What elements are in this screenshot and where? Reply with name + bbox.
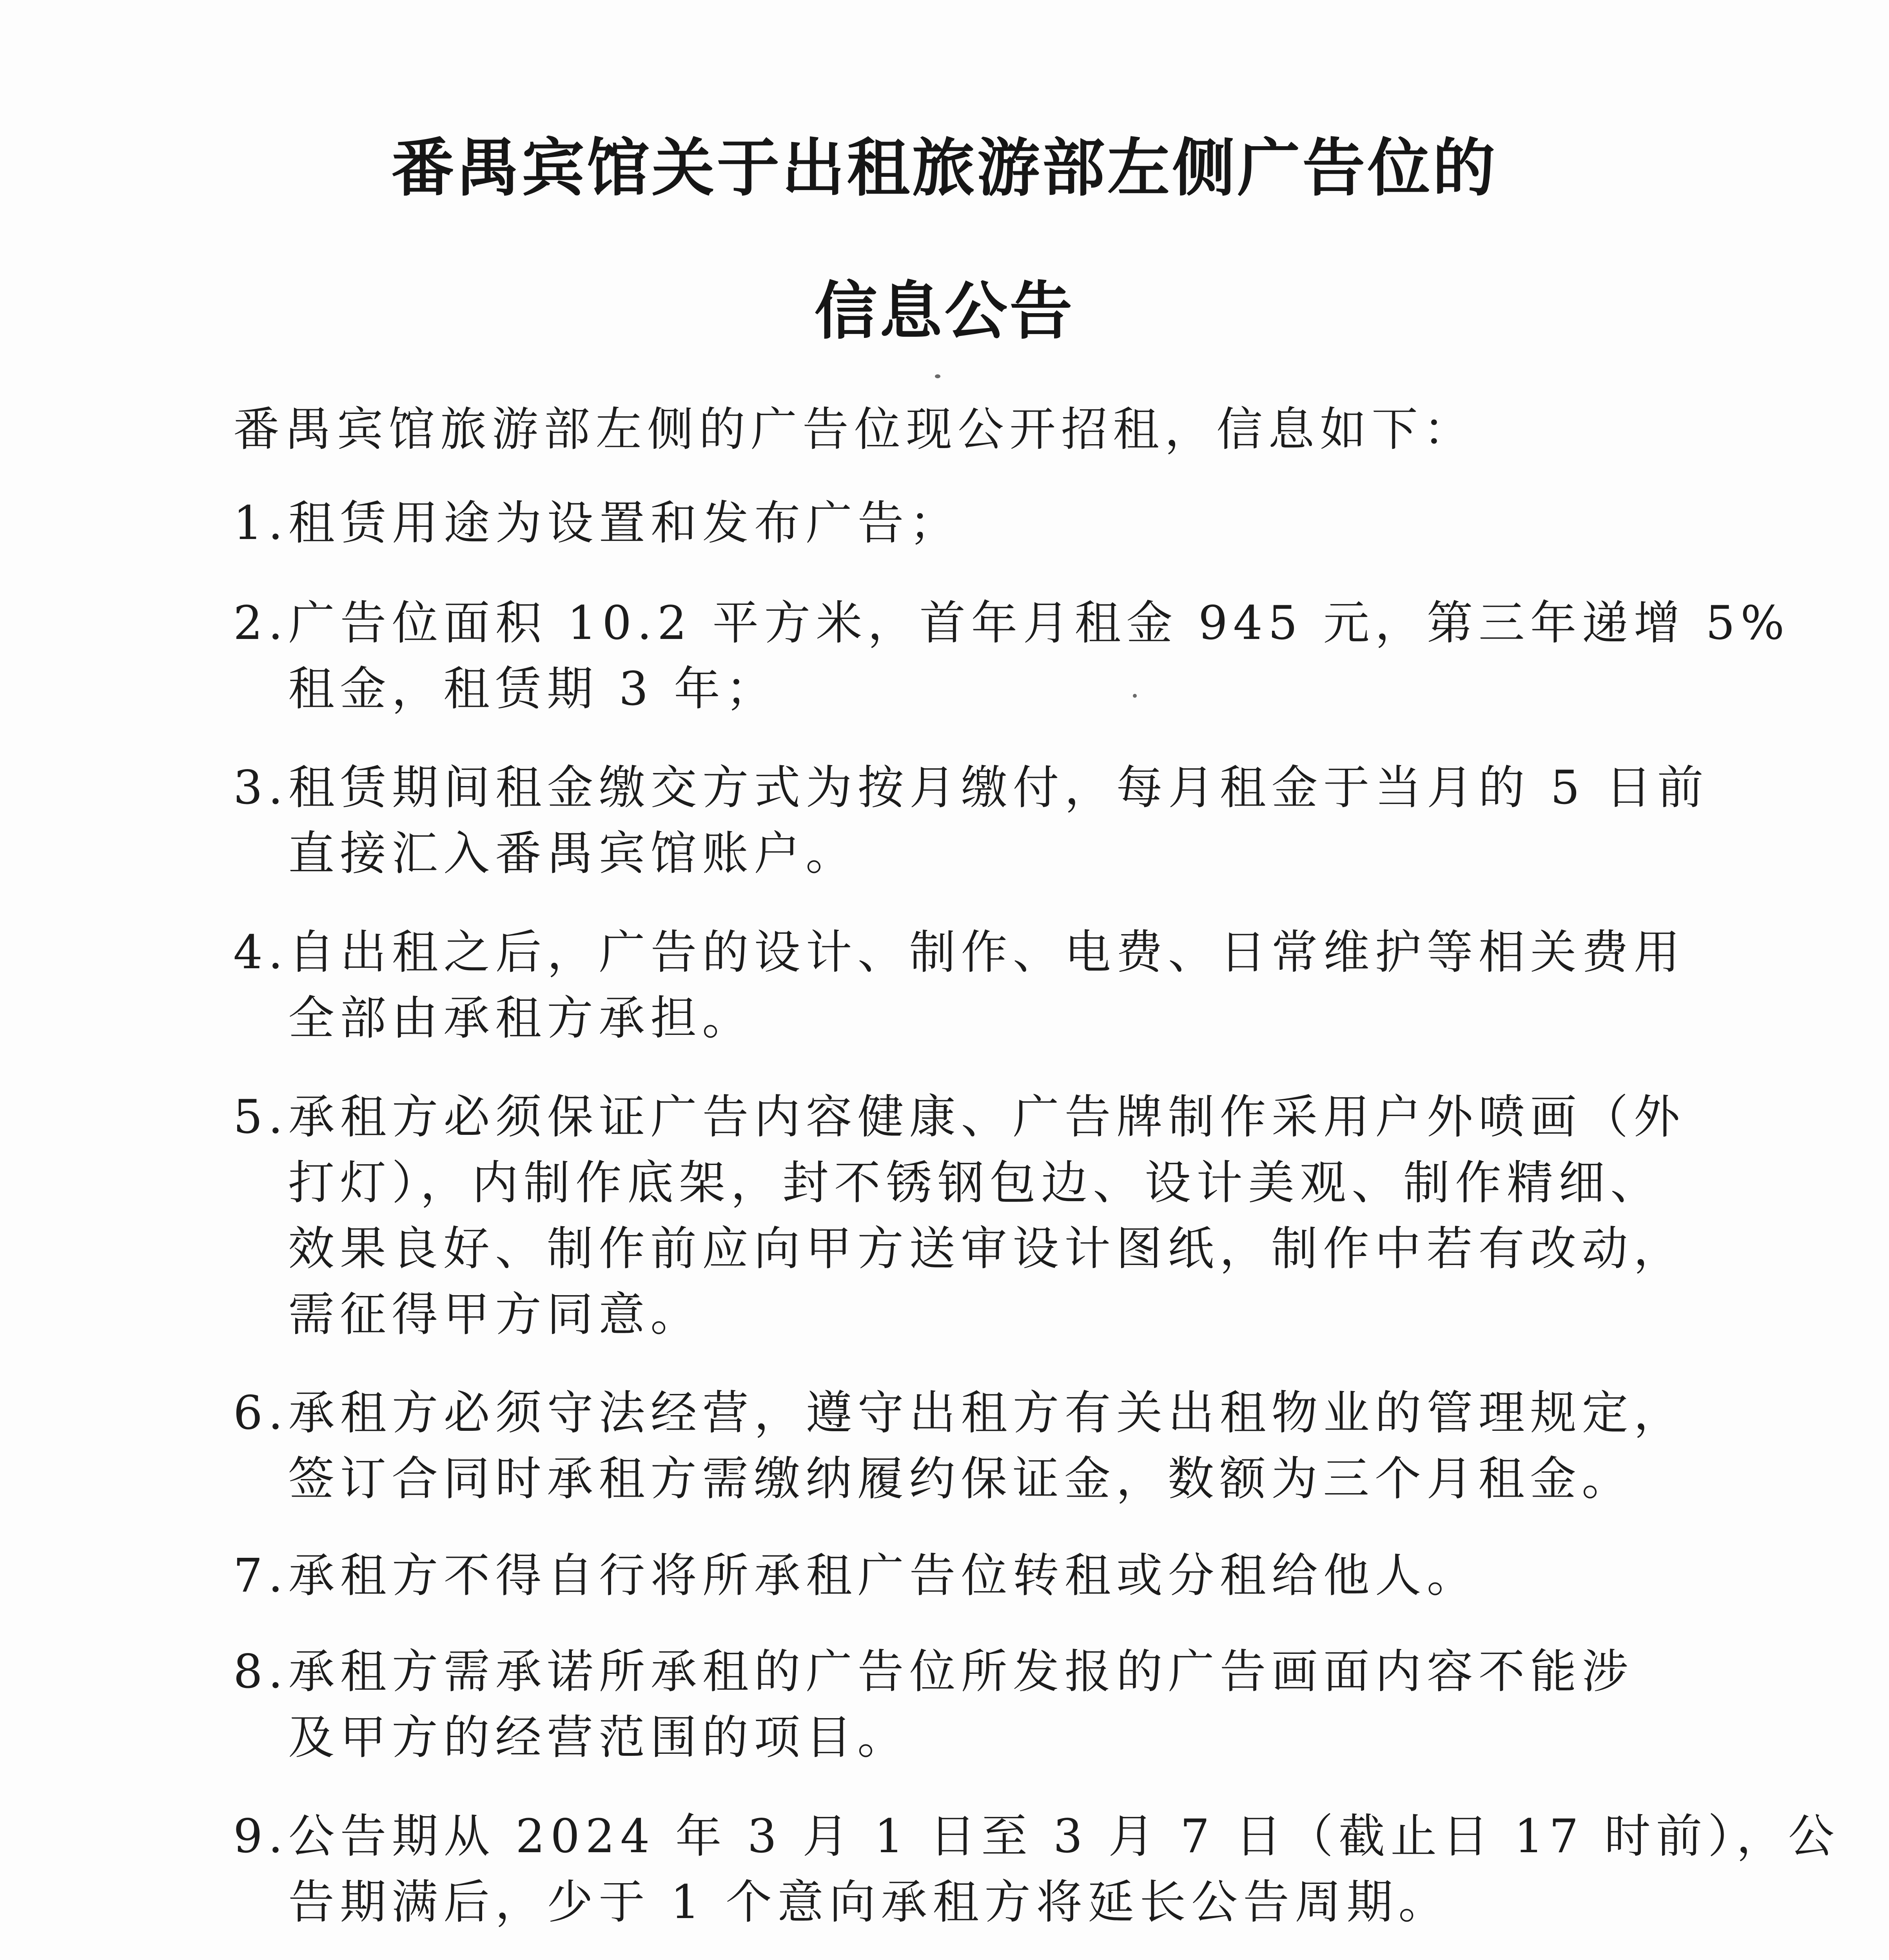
intro-paragraph: 番禺宾馆旅游部左侧的广告位现公开招租，信息如下： [233, 402, 1475, 456]
notice-item-3 [233, 755, 1709, 886]
item-line: 1.租赁用途为设置和发布广告； [233, 496, 961, 550]
item-line: 打灯），内制作底架，封不锈钢包边、设计美观、制作精细、 [288, 1156, 1662, 1210]
item-line: 效果良好、制作前应向甲方送审设计图纸，制作中若有改动， [288, 1221, 1686, 1276]
item-line: 6.承租方必须守法经营，遵守出租方有关出租物业的管理规定， [233, 1386, 1686, 1440]
item-line: 7.承租方不得自行将所承租广告位转租或分租给他人。 [233, 1548, 1479, 1602]
item-line: 需征得甲方同意。 [288, 1287, 702, 1341]
notice-item-6 [233, 1380, 1684, 1512]
notice-item-9 [233, 1803, 1840, 1935]
item-line: 4.自出租之后，广告的设计、制作、电费、日常维护等相关费用 [233, 925, 1686, 979]
notice-title-line-2: 信息公告 [814, 274, 1075, 348]
item-line: 告期满后，少于 1 个意向承租方将延长公告周期。 [288, 1875, 1450, 1929]
item-line: 签订合同时承租方需缴纳履约保证金，数额为三个月租金。 [288, 1452, 1634, 1506]
notice-item-5 [233, 1084, 1684, 1347]
notice-item-1 [233, 490, 1684, 556]
notice-item-4 [233, 919, 1684, 1051]
notice-item-8 [233, 1639, 1684, 1770]
notice-item-2 [233, 590, 1790, 722]
item-line: 及甲方的经营范围的项目。 [288, 1710, 909, 1764]
item-line: 8.承租方需承诺所承租的广告位所发报的广告画面内容不能涉 [233, 1644, 1634, 1699]
item-line: 5.承租方必须保证广告内容健康、广告牌制作采用户外喷画（外 [233, 1090, 1686, 1144]
scan-speck [1133, 694, 1137, 698]
item-line: 全部由承租方承担。 [288, 991, 754, 1045]
item-line: 直接汇入番禺宾馆账户。 [288, 826, 858, 880]
item-line: 9.公告期从 2024 年 3 月 1 日至 3 月 7 日（截止日 17 时前），公 [233, 1809, 1840, 1863]
scan-speck [935, 374, 940, 378]
item-line: 2.广告位面积 10.2 平方米，首年月租金 945 元，第三年递增 5% [233, 596, 1790, 650]
item-line: 租金，租赁期 3 年； [288, 662, 778, 716]
notice-item-7 [233, 1543, 1684, 1608]
item-line: 3.租赁期间租金缴交方式为按月缴付，每月租金于当月的 5 日前 [233, 760, 1709, 815]
notice-title-line-1: 番禺宾馆关于出租旅游部左侧广告位的 [391, 131, 1498, 205]
